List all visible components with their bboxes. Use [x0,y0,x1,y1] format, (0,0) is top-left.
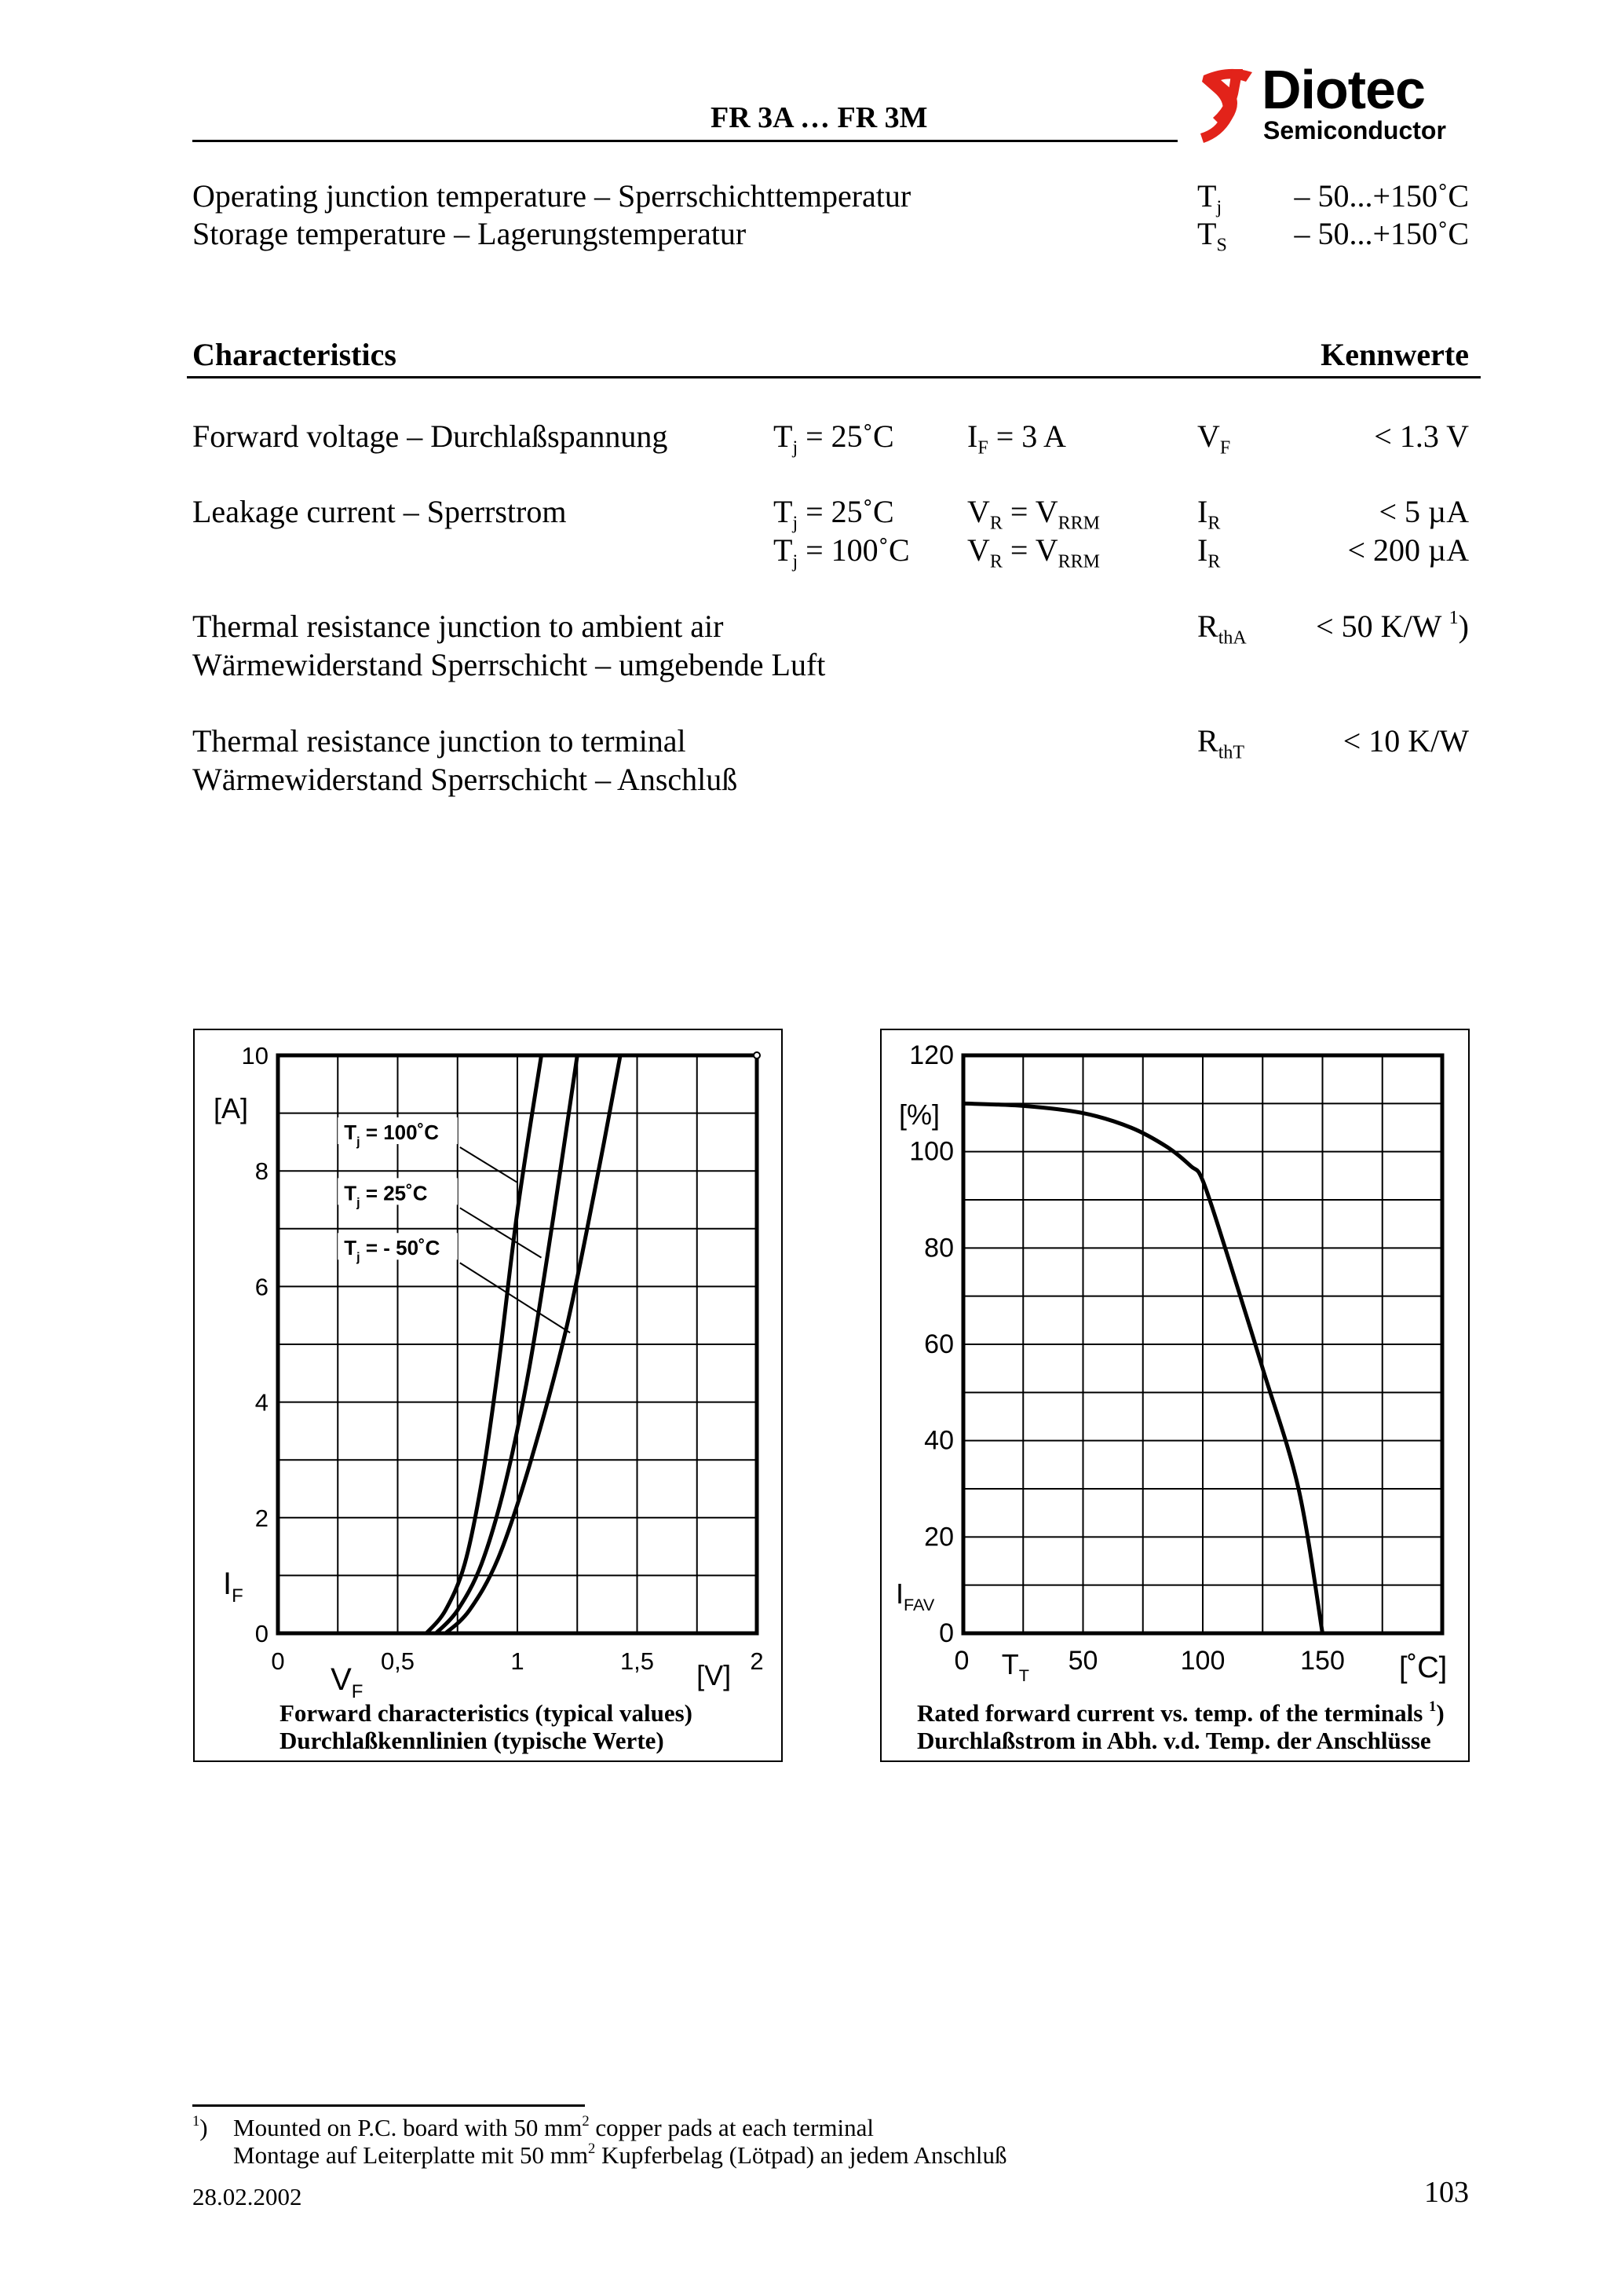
footer-date: 28.02.2002 [192,2183,302,2210]
rated-current-chart [880,1029,1470,1762]
y-tick-label: 8 [254,1157,269,1186]
header-rule [192,140,1178,142]
leakage-label: Leakage current – Sperrstrom [192,494,567,529]
limit-label-operating: Operating junction temperature – Sperrschichttemperatur [192,178,911,214]
x-tick-label: 150 [1300,1646,1345,1676]
y-tick-label: 20 [924,1522,954,1552]
page-number: 103 [1424,2176,1469,2209]
diotec-logo-icon [1197,61,1260,148]
legend-leader-0 [460,1147,517,1183]
leakage-symbol-row2: $I_R$ [1197,532,1221,572]
y-axis-label: $I_{FAV}$ [896,1578,935,1614]
page-title: FR 3A … FR 3M [711,101,928,134]
limit-value-storage: – 50...+150˚C [1294,216,1469,251]
footnote-rule [192,2104,585,2107]
characteristics-rule [187,376,1481,378]
leakage-cond1-row1: $T_j$ = 25˚C [773,494,894,534]
footnote-line2: Montage auf Leiterplatte mit 50 $mm^2$ Kupferbelag (Lötpad) an jedem Anschluß [233,2140,1007,2169]
leakage-value-row2: < 200 µA [1347,532,1469,568]
x-unit-label: [V] [696,1659,732,1691]
x-tick-label: 0 [954,1646,970,1676]
y-tick-label: 80 [924,1233,954,1263]
x-axis-label: $T_T$ [1001,1648,1030,1685]
x-tick-label: 100 [1180,1646,1226,1676]
thermal-ambient-label1: Thermal resistance junction to ambient air [192,609,724,644]
x-tick-label: 1,5 [619,1647,655,1675]
legend-label-1: $T_j$ = 25˚C [344,1181,428,1210]
y-unit-label: [A] [214,1092,249,1124]
x-tick-label: 1 [510,1647,524,1675]
thermal-terminal-value: < 10 K/W [1343,723,1469,759]
chart1-caption2: Durchlaßkennlinien (typische Werte) [279,1727,664,1754]
y-axis-label: $I_F$ [223,1567,243,1607]
forward-voltage-cond1: $T_j$ = 25˚C [773,419,894,459]
chart2-caption1: Rated forward current vs. temp. of the terminals $^1$) [917,1698,1445,1727]
leakage-cond2-row1: $V_R = V_{RRM}$ [967,494,1100,534]
y-tick-label: 6 [254,1273,269,1301]
footnote-mark: $^1$) [192,2112,208,2141]
leakage-cond1-row2: $T_j$ = 100˚C [773,532,910,572]
x-unit-label: [˚C] [1398,1651,1448,1684]
thermal-terminal-symbol: $R_{thT}$ [1197,723,1245,763]
logo-name: Diotec [1262,59,1425,120]
chart2-caption2: Durchlaßstrom in Abh. v.d. Temp. der Anschlüsse [917,1727,1431,1754]
characteristics-heading: Characteristics [192,337,396,372]
legend-label-2: $T_j$ = - 50˚C [344,1236,440,1265]
y-tick-label: 0 [939,1618,954,1648]
forward-voltage-symbol: $V_F$ [1197,419,1231,459]
limit-value-operating: – 50...+150˚C [1294,178,1469,214]
limit-label-storage: Storage temperature – Lagerungstemperatur [192,216,747,251]
forward-characteristics-plot [195,1030,784,1764]
x-tick-label: 0,5 [380,1647,415,1675]
thermal-ambient-symbol: $R_{thA}$ [1197,609,1247,649]
y-tick-label: 2 [254,1504,269,1532]
forward-voltage-value: < 1.3 V [1374,419,1469,454]
legend-leader-2 [460,1263,570,1333]
y-unit-label: [%] [899,1099,941,1131]
leakage-symbol-row1: $I_R$ [1197,494,1221,534]
x-tick-label: 0 [271,1647,285,1675]
y-tick-label: 100 [909,1136,954,1167]
thermal-ambient-label2: Wärmewiderstand Sperrschicht – umgebende Luft [192,647,826,682]
kennwerte-heading: Kennwerte [1321,337,1469,372]
x-tick-label: 2 [750,1647,764,1675]
limit-symbol-storage: $T_S$ [1197,216,1227,256]
x-tick-label: 50 [1068,1646,1098,1676]
thermal-ambient-value: < 50 K/W $^1$) [1316,608,1469,644]
y-tick-label: 0 [254,1620,269,1647]
limit-symbol-operating: $T_j$ [1197,178,1222,218]
thermal-terminal-label1: Thermal resistance junction to terminal [192,723,686,759]
forward-characteristics-chart [193,1029,783,1762]
thermal-terminal-label2: Wärmewiderstand Sperrschicht – Anschluß [192,762,738,797]
diotec-logo [1197,61,1480,148]
leakage-value-row1: < 5 µA [1379,494,1469,529]
y-tick-label: 10 [241,1042,269,1069]
y-tick-label: 40 [924,1425,954,1456]
chart1-caption1: Forward characteristics (typical values) [279,1699,693,1727]
legend-leader-1 [460,1208,542,1257]
x-axis-label: $V_F$ [331,1662,363,1702]
forward-voltage-label: Forward voltage – Durchlaßspannung [192,419,668,454]
y-tick-label: 120 [909,1040,954,1070]
rated-current-plot [882,1030,1471,1764]
y-tick-label: 60 [924,1329,954,1359]
legend-label-0: $T_j$ = 100˚C [344,1121,440,1150]
forward-voltage-cond2: $I_F = 3$ A [967,419,1066,459]
logo-subtitle: Semiconductor [1263,116,1446,144]
y-tick-label: 4 [254,1388,269,1417]
leakage-cond2-row2: $V_R = V_{RRM}$ [967,532,1100,572]
corner-marker [754,1052,760,1058]
footnote-line1: Mounted on P.C. board with 50 $mm^2$ copper pads at each terminal [233,2112,874,2141]
